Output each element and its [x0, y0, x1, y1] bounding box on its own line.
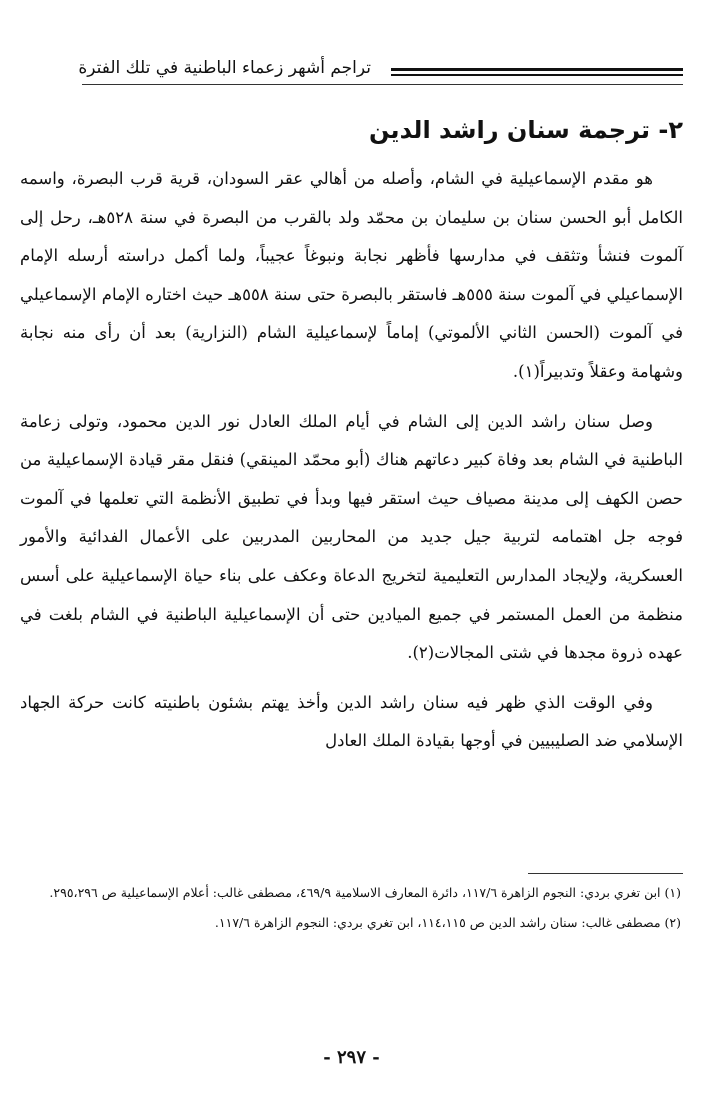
paragraph: وفي الوقت الذي ظهر فيه سنان راشد الدين وأخذ يهتم بشئون باطنيته كانت حركة الجهاد الإسلامي ضد الصليبيين في أوجها بقيادة الملك العادل [20, 692, 683, 751]
footnote: (٢) مصطفى غالب: سنان راشد الدين ص ١١٤،١١٥، ابن تغري بردي: النجوم الزاهرة ١١٧/٦. [214, 915, 681, 930]
footnotes [21, 880, 681, 940]
section-heading: ٢- ترجمة سنان راشد الدين [368, 116, 683, 144]
paragraph: وصل سنان راشد الدين إلى الشام في أيام الملك العادل نور الدين محمود، وتولى زعامة الباطنية في الشام بعد وفاة كبير دعاتهم هناك (أبو محمّد المينقي) فنقل مقر قيادة الإسماعيلية من حصن الكهف إلى مدينة مصياف حيث استقر فيها وبدأ في تطبيق الأنظمة التي تعلمها في آلموت فوجه جل اهتمامه لتربية جيل جديد من المحاربين المدربين على الأعمال الفدائية والأمور العسكرية، ولإيجاد المدارس التعليمية لتخريج الدعاة وعكف على بناء حياة الإسماعيلية على أسس منظمة من العمل المستمر في جميع الميادين حتى أن الإسماعيلية الباطنية في الشام بلغت في عهده ذروة مجدها في شتى المجالات(٢). [20, 411, 683, 663]
body-text [20, 160, 683, 761]
footnote-separator [528, 873, 683, 874]
page-number: - ٢٩٧ - [323, 1047, 380, 1068]
header-rule-thin [391, 74, 683, 76]
header-rule-thick [391, 68, 683, 71]
footnote: (١) ابن تغري بردي: النجوم الزاهرة ١١٧/٦، دائرة المعارف الاسلامية ٤٦٩/٩، مصطفى غالب: أعلام الإسماعيلية ص ٢٩٥،٢٩٦. [49, 885, 681, 900]
paragraph: هو مقدم الإسماعيلية في الشام، وأصله من أهالي عقر السودان، قرية قرب البصرة، واسمه الكامل أبو الحسن سنان بن سليمان بن محمّد ولد بالقرب من البصرة في سنة ٥٢٨هـ، رحل إلى آلموت فنشأ وتثقف في مدارسها فأظهر نجابة ونبوغاً عجيباً، ولما أكمل دراسته أرسله الإمام الإسماعيلي في آلموت سنة ٥٥٥هـ فاستقر بالبصرة حتى سنة ٥٥٨هـ حيث اختاره الإمام الإسماعيلي في آلموت (الحسن الثاني الألموتي) إماماً لإسماعيلية الشام (النزارية) بعد أن رأى منه نجابة وشهامة وعقلاً وتدبيراً(١). [20, 169, 683, 381]
header-underline [82, 84, 683, 85]
running-header [78, 52, 683, 86]
running-header-title: تراجم أشهر زعماء الباطنية في تلك الفترة [78, 58, 371, 78]
